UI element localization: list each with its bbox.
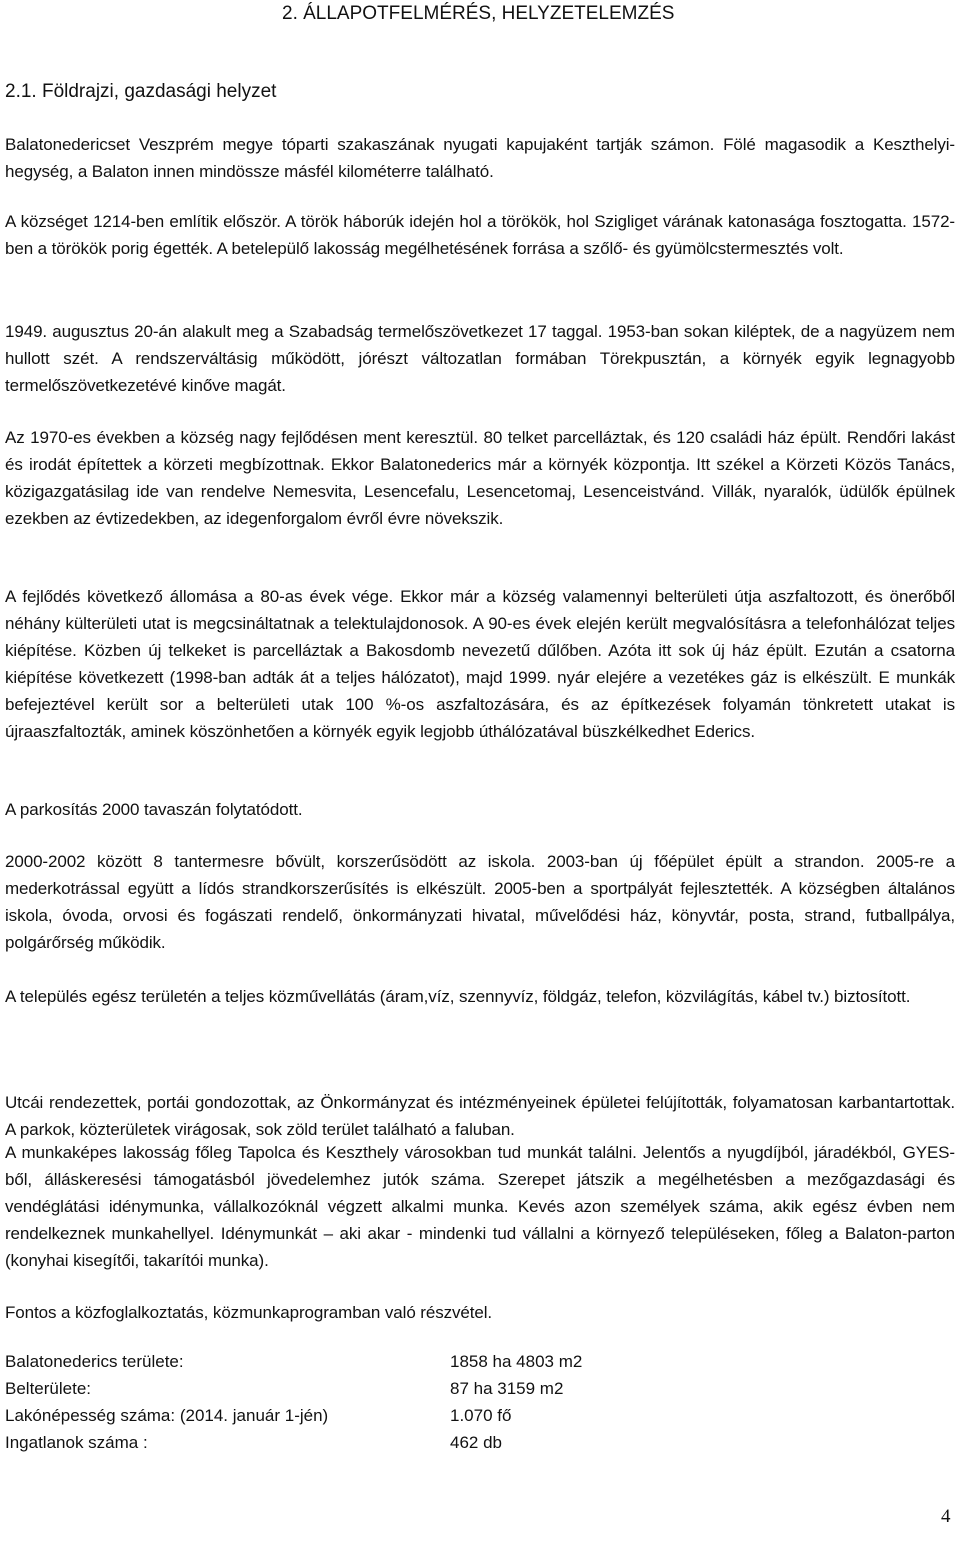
stat-label: Belterülete: [5, 1379, 91, 1398]
subsection-title: 2.1. Földrajzi, gazdasági helyzet [5, 81, 277, 102]
paragraph: Fontos a közfoglalkoztatás, közmunkaprogramban való részvétel. [5, 1303, 493, 1322]
page-number: 4 [941, 1506, 951, 1527]
statistics-table [5, 1352, 705, 1460]
paragraph: A parkosítás 2000 tavaszán folytatódott. [5, 800, 303, 819]
stat-value: 1.070 fő [450, 1406, 512, 1425]
stat-value: 87 ha 3159 m2 [450, 1379, 564, 1398]
stat-value: 1858 ha 4803 m2 [450, 1352, 583, 1371]
stat-label: Balatonederics területe: [5, 1352, 184, 1371]
paragraph: A fejlődés következő állomása a 80-as évek vége. Ekkor már a község valamennyi belterületi útja aszfaltozott, és önerőből néhány külterületi utat is megcsináltatnak a telektulajdonosok. A 90-es évek elején került megvalósításra a telefonhálózat teljes kiépítése. Közben új telkeket is parcelláztak a Bakosdomb nevezetű dűlőben. Azóta itt sok új ház épült. Ezután a csatorna kiépítése következett (1998-ban adták át a teljes hálózatot), majd 1999. nyár elejére a vezetékes gáz is elkészült. E munkák befejeztével került sor a belterületi utak 100 %-os aszfaltozására, és az építkezések folyamán tönkretett utakat is újraaszfaltozták, aminek köszönhetően a környék egyik legjobb úthálózatával büszkélkedhet Ederics. [5, 587, 955, 741]
paragraph: 2000-2002 között 8 tantermesre bővült, korszerűsödött az iskola. 2003-ban új főépület épült a strandon. 2005-re a mederkotrással együtt a lídós strandkorszerűsítés is elkészült. 2005-ben a sportpályát fejlesztették. A községben általános iskola, óvoda, orvosi és fogászati rendelő, önkormányzati hivatal, művelődési ház, könyvtár, posta, strand, futballpálya, polgárőrség működik. [5, 852, 955, 952]
paragraph: A település egész területén a teljes közművellátás (áram,víz, szennyvíz, földgáz, telefon, közvilágítás, kábel tv.) biztosított. [5, 987, 911, 1006]
table-row [5, 1352, 705, 1379]
paragraph: A községet 1214-ben említik először. A török háborúk idején hol a törökök, hol Szigliget várának katonasága fosztogatta. 1572-ben a törökök porig égették. A betelepülő lakosság megélhetésének forrása a szőlő- és gyümölcstermesztés volt. [5, 212, 955, 258]
section-title: 2. ÁLLAPOTFELMÉRÉS, HELYZETELEMZÉS [282, 3, 675, 24]
paragraph: Az 1970-es években a község nagy fejlődésen ment keresztül. 80 telket parcelláztak, és 120 családi ház épült. Rendőri lakást és irodát építettek a körzeti megbízottnak. Ekkor Balatonederics már a környék központja. Itt székel a Körzeti Közös Tanács, közigazgatásilag ide van rendelve Nemesvita, Lesencefalu, Lesencetomaj, Lesenceistvánd. Villák, nyaralók, üdülők épülnek ezekben az évtizedekben, az idegenforgalom évről évre növekszik. [5, 428, 955, 528]
table-row [5, 1433, 705, 1460]
table-row [5, 1379, 705, 1406]
paragraph: A munkaképes lakosság főleg Tapolca és Keszthely városokban tud munkát találni. Jelentős a nyugdíjból, járadékból, GYES-ből, álláskeresési támogatásból jövedelemhez jutók száma. Szerepet játszik a megélhetésben a mezőgazdasági és vendéglátási idénymunka, vállalkozóknál végzett alkalmi munka. Kevés azon személyek száma, akik egész évben nem rendelkeznek munkahellyel. Idénymunkát – aki akar - mindenki tud vállalni a környező településeken, főleg a Balaton-parton (konyhai kisegítői, takarítói munka). [5, 1143, 955, 1270]
paragraph: 1949. augusztus 20-án alakult meg a Szabadság termelőszövetkezet 17 taggal. 1953-ban sokan kiléptek, de a nagyüzem nem hullott szét. A rendszerváltásig működött, jórészt változatlan formában Törekpusztán, a környék egyik legnagyobb termelőszövetkezetévé kinőve magát. [5, 322, 955, 395]
paragraph: Utcái rendezettek, portái gondozottak, az Önkormányzat és intézményeinek épületei felújították, folyamatosan karbantartottak. A parkok, közterületek virágosak, sok zöld terület található a faluban. [5, 1093, 955, 1139]
stat-value: 462 db [450, 1433, 502, 1452]
stat-label: Lakónépesség száma: (2014. január 1-jén) [5, 1406, 329, 1425]
paragraph: Balatonedericset Veszprém megye tóparti szakaszának nyugati kapujaként tartják számon. Fölé magasodik a Keszthelyi-hegység, a Balaton innen mindössze másfél kilométerre található. [5, 135, 955, 181]
table-row [5, 1406, 705, 1433]
stat-label: Ingatlanok száma : [5, 1433, 148, 1452]
